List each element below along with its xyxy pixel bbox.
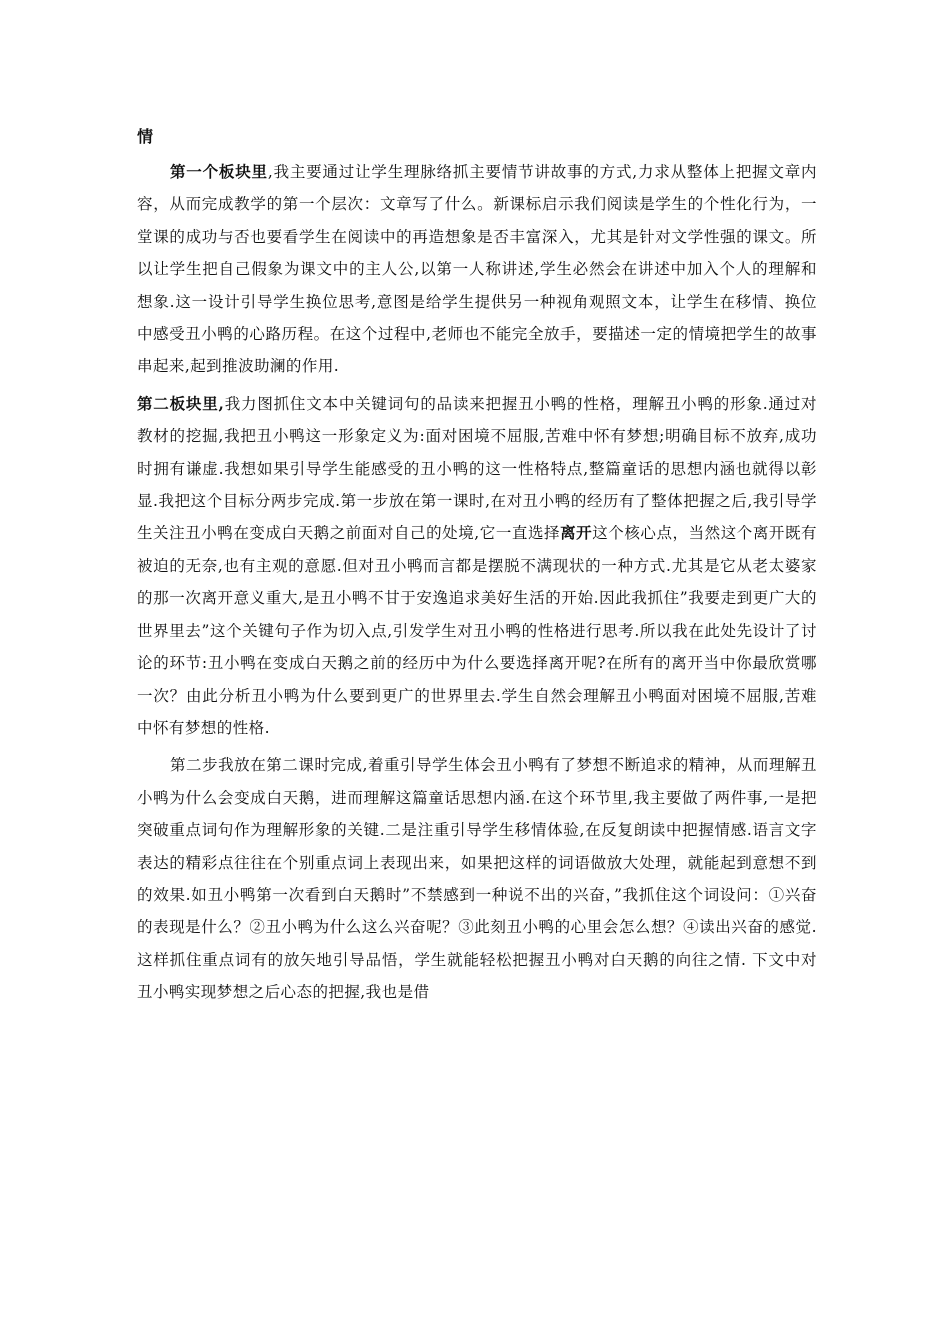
emphasis-word-leave: 离开 [560, 523, 593, 543]
paragraph-lead-second-block: 第二板块里, [137, 393, 225, 413]
paragraph-first-block [137, 156, 817, 383]
section-heading: 情 [137, 127, 154, 146]
paragraph-text-second-block-part1: 我力图抓住文本中关键词句的品读来把握丑小鸭的性格，理解丑小鸭的形象.通过对教材的挖掘,我把丑小鸭这一形象定义为:面对困境不屈服,苦难中怀有梦想;明确目标不放弃,成功时拥有谦虚.我想如果引导学生能感受的丑小鸭的这一性格特点,整篇童话的思想内涵也就得以彰显.我把这个目标分两步完成.第一步放在第一课时,在对丑小鸭的经历有了整体把握之后,我引导学生关注丑小鸭在变成白天鹅之前面对自己的处境,它一直选择 [137, 394, 817, 543]
paragraph-text-second-block-part2: 这个核心点，当然这个离开既有被迫的无奈,也有主观的意愿.但对丑小鸭而言都是摆脱不满现状的一种方式.尤其是它从老太婆家的那一次离开意义重大,是丑小鸭不甘于安逸追求美好生活的开始.因此我抓住”我要走到更广大的世界里去”这个关键句子作为切入点,引发学生对丑小鸭的性格进行思考.所以我在此处先设计了讨论的环节:丑小鸭在变成白天鹅之前的经历中为什么要选择离开呢?在所有的离开当中你最欣赏哪一次？由此分析丑小鸭为什么要到更广的世界里去.学生自然会理解丑小鸭面对困境不屈服,苦难中怀有梦想的性格. [137, 524, 817, 737]
paragraph-second-block [137, 388, 817, 744]
paragraph-lead-first-block: 第一个板块里 [170, 162, 268, 181]
paragraph-text-second-step: 第二步我放在第二课时完成,着重引导学生体会丑小鸭有了梦想不断追求的精神，从而理解丑小鸭为什么会变成白天鹅，进而理解这篇童话思想内涵.在这个环节里,我主要做了两件事,一是把突破重点词句作为理解形象的关键.二是注重引导学生移情体验,在反复朗读中把握情感.语言文字表达的精彩点往往在个别重点词上表现出来，如果把这样的词语做放大处理，就能起到意想不到的效果.如丑小鸭第一次看到白天鹅时”不禁感到一种说不出的兴奋，”我抓住这个词设问：①兴奋的表现是什么？②丑小鸭为什么这么兴奋呢？③此刻丑小鸭的心里会怎么想？④读出兴奋的感觉.这样抓住重点词有的放矢地引导品悟，学生就能轻松把握丑小鸭对白天鹅的向往之情. 下文中对丑小鸭实现梦想之后心态的把握,我也是借 [137, 756, 817, 1002]
paragraph-second-step [137, 749, 817, 1008]
document-body [137, 122, 817, 1009]
paragraph-text-first-block: ,我主要通过让学生理脉络抓主要情节讲故事的方式,力求从整体上把握文章内容，从而完成教学的第一个层次：文章写了什么。新课标启示我们阅读是学生的个性化行为，一堂课的成功与否也要看学生在阅读中的再造想象是否丰富深入，尤其是针对文学性强的课文。所以让学生把自己假象为课文中的主人公,以第一人称讲述,学生必然会在讲述中加入个人的理解和想象.这一设计引导学生换位思考,意图是给学生提供另一种视角观照文本，让学生在移情、换位中感受丑小鸭的心路历程。在这个过程中,老师也不能完全放手，要描述一定的情境把学生的故事串起来,起到推波助澜的作用. [137, 163, 818, 376]
